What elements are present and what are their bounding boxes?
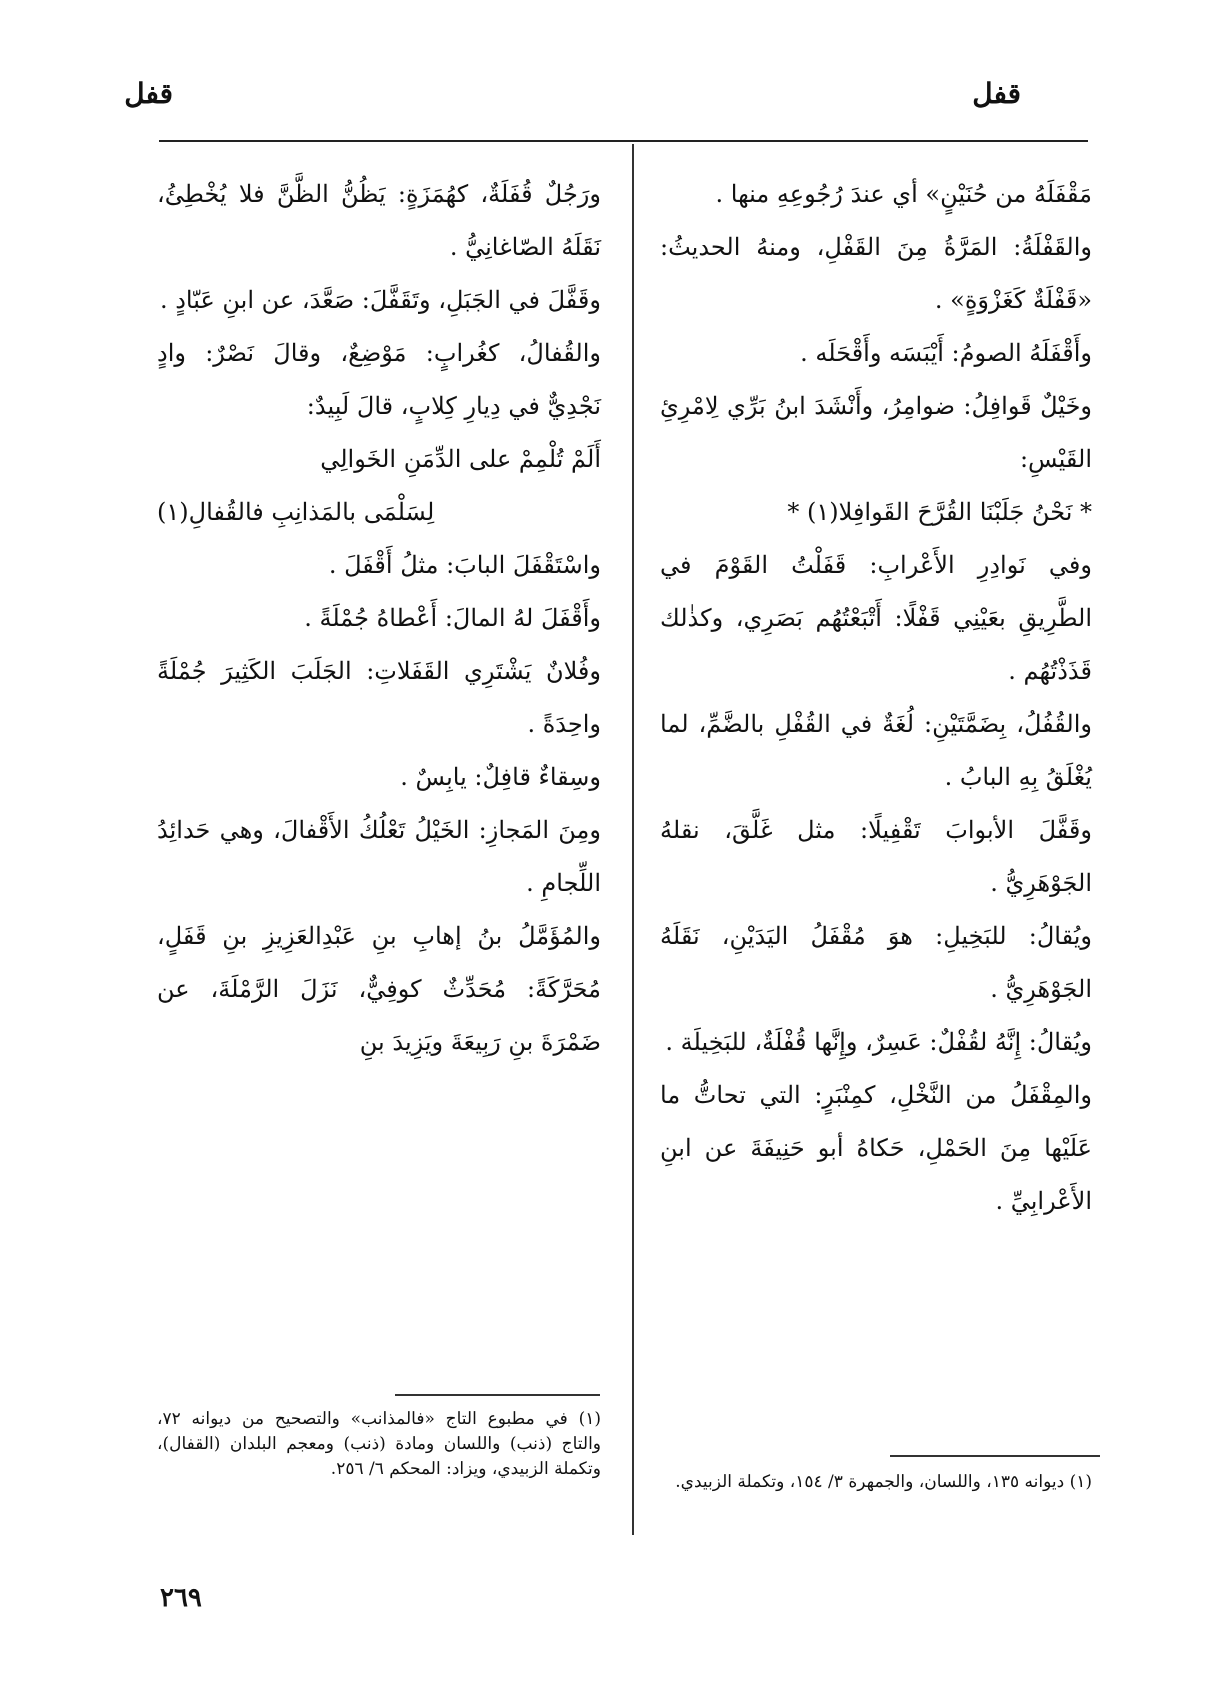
- entry-paragraph: والقُفُلُ، بِضَمَّتَيْنِ: لُغَةٌ في القُفْلِ بالضَّمِّ، لما يُغْلَقُ بِهِ البابُ .: [660, 710, 1092, 791]
- entry-paragraph: ويُقالُ: إِنَّهُ لقُفْلٌ: عَسِرٌ، وإِنَّها قُفْلَةٌ، للبَخِيلَة .: [665, 1028, 1092, 1056]
- entry-paragraph: وفُلانٌ يَشْتَرِي القَفَلاتِ: الجَلَبَ الكَثِيرَ جُمْلَةً واحِدَةً .: [157, 657, 601, 738]
- page-number: ٢٦٩: [160, 1583, 202, 1613]
- entry-paragraph: وأَقْفَلَهُ الصومُ: أَيْبَسَه وأَقْحَلَه .: [800, 339, 1092, 367]
- verse-line: أَلَمْ تُلْمِمْ على الدِّمَنِ الخَوالِي: [320, 445, 601, 473]
- verse-line: * نَحْنُ جَلَبْنَا القُرَّحَ القَوافِلا(١) *: [787, 498, 1092, 526]
- entry-paragraph: ورَجُلٌ قُفَلَةٌ، كهُمَزَةٍ: يَظُنُّ الظَّنَّ فلا يُخْطِئُ، نَقَلَهُ الصّاغانِيُّ .: [157, 180, 601, 261]
- entry-paragraph: وخَيْلٌ قَوافِلُ: ضوامِرُ، وأَنْشَدَ ابنُ بَرِّي لِامْرِئِ القَيْسِ:: [660, 392, 1092, 473]
- entry-paragraph: والقَفْلَةُ: المَرَّةُ مِنَ القَفْلِ، ومنهُ الحديثُ: «قَفْلَةٌ كَغَزْوَةٍ» .: [660, 233, 1092, 314]
- entry-paragraph: ومِنَ المَجازِ: الخَيْلُ تَعْلُكُ الأَقْفالَ، وهي حَدائِدُ اللِّجامِ .: [157, 816, 601, 897]
- verse-line: لِسَلْمَى بالمَذانِبِ فالقُفالِ(١): [157, 498, 435, 526]
- entry-paragraph: وقَفَّلَ في الجَبَلِ، وتَقَفَّلَ: صَعَّدَ، عن ابنِ عَبّادٍ .: [159, 286, 601, 314]
- entry-paragraph: وفي نَوادِرِ الأَعْرابِ: قَفَلْتُ القَوْمَ في الطَّرِيقِ بعَيْنِي قَفْلًا: أَتْبَعْتُهُم بَصَرِي، وكذٰلك قَذَذْتُهُم .: [660, 551, 1092, 685]
- entry-paragraph: والمُؤَمَّلُ بنُ إهابِ بنِ عَبْدِالعَزِيزِ بنِ قَفَلٍ، مُحَرَّكَةً: مُحَدِّثٌ كوفِيٌّ، نَزَلَ الرَّمْلَةَ، عن ضَمْرَةَ بنِ رَبِيعَةَ ويَزِيدَ بنِ: [157, 922, 601, 1056]
- running-header-left: قفل: [124, 77, 173, 110]
- header-rule: [159, 140, 1088, 142]
- entry-paragraph: وسِقاءٌ قافِلٌ: يابِسٌ .: [400, 763, 601, 791]
- left-column: [157, 168, 601, 1069]
- entry-paragraph: مَقْفَلَهُ من حُنَيْنٍ» أي عندَ رُجُوعِهِ منها .: [715, 180, 1092, 208]
- entry-paragraph: وأَقْفَلَ لهُ المالَ: أَعْطاهُ جُمْلَةً .: [304, 604, 601, 632]
- footnote-rule: [395, 1394, 600, 1396]
- entry-paragraph: وقَفَّلَ الأبوابَ تَقْفِيلًا: مثل غَلَّقَ، نقلهُ الجَوْهَرِيُّ .: [660, 816, 1092, 897]
- right-column: [660, 168, 1092, 1228]
- entry-paragraph: ويُقالُ: للبَخِيلِ: هوَ مُقْفَلُ اليَدَيْنِ، نَقَلَهُ الجَوْهَرِيُّ .: [660, 922, 1092, 1003]
- entry-paragraph: والمِقْفَلُ من النَّخْلِ، كمِنْبَرٍ: التي تحاتُّ ما عَلَيْها مِنَ الحَمْلِ، حَكاهُ أبو حَنِيفَةَ عن ابنِ الأَعْرابِيِّ .: [660, 1081, 1092, 1215]
- entry-paragraph: واسْتَقْفَلَ البابَ: مثلُ أَقْفَلَ .: [328, 551, 601, 579]
- running-header-right: قفل: [972, 77, 1021, 110]
- footnote-rule: [890, 1455, 1100, 1457]
- column-divider: [632, 144, 634, 1535]
- footnote: (١) ديوانه ١٣٥، واللسان، والجمهرة ٣/ ١٥٤، وتكملة الزبيدي.: [675, 1472, 1092, 1492]
- footnote: (١) في مطبوع التاج «فالمذانب» والتصحيح من ديوانه ٧٢، والتاج (ذنب) واللسان ومادة (ذنب) ومعجم البلدان (القفال)، وتكملة الزبيدي، ويزاد: المحكم ٦/ ٢٥٦.: [157, 1409, 601, 1479]
- entry-paragraph: والقُفالُ، كغُرابٍ: مَوْضِعٌ، وقالَ نَصْرٌ: وادٍ نَجْدِيٌّ في دِيارِ كِلابٍ، قالَ لَبِيدٌ:: [157, 339, 601, 420]
